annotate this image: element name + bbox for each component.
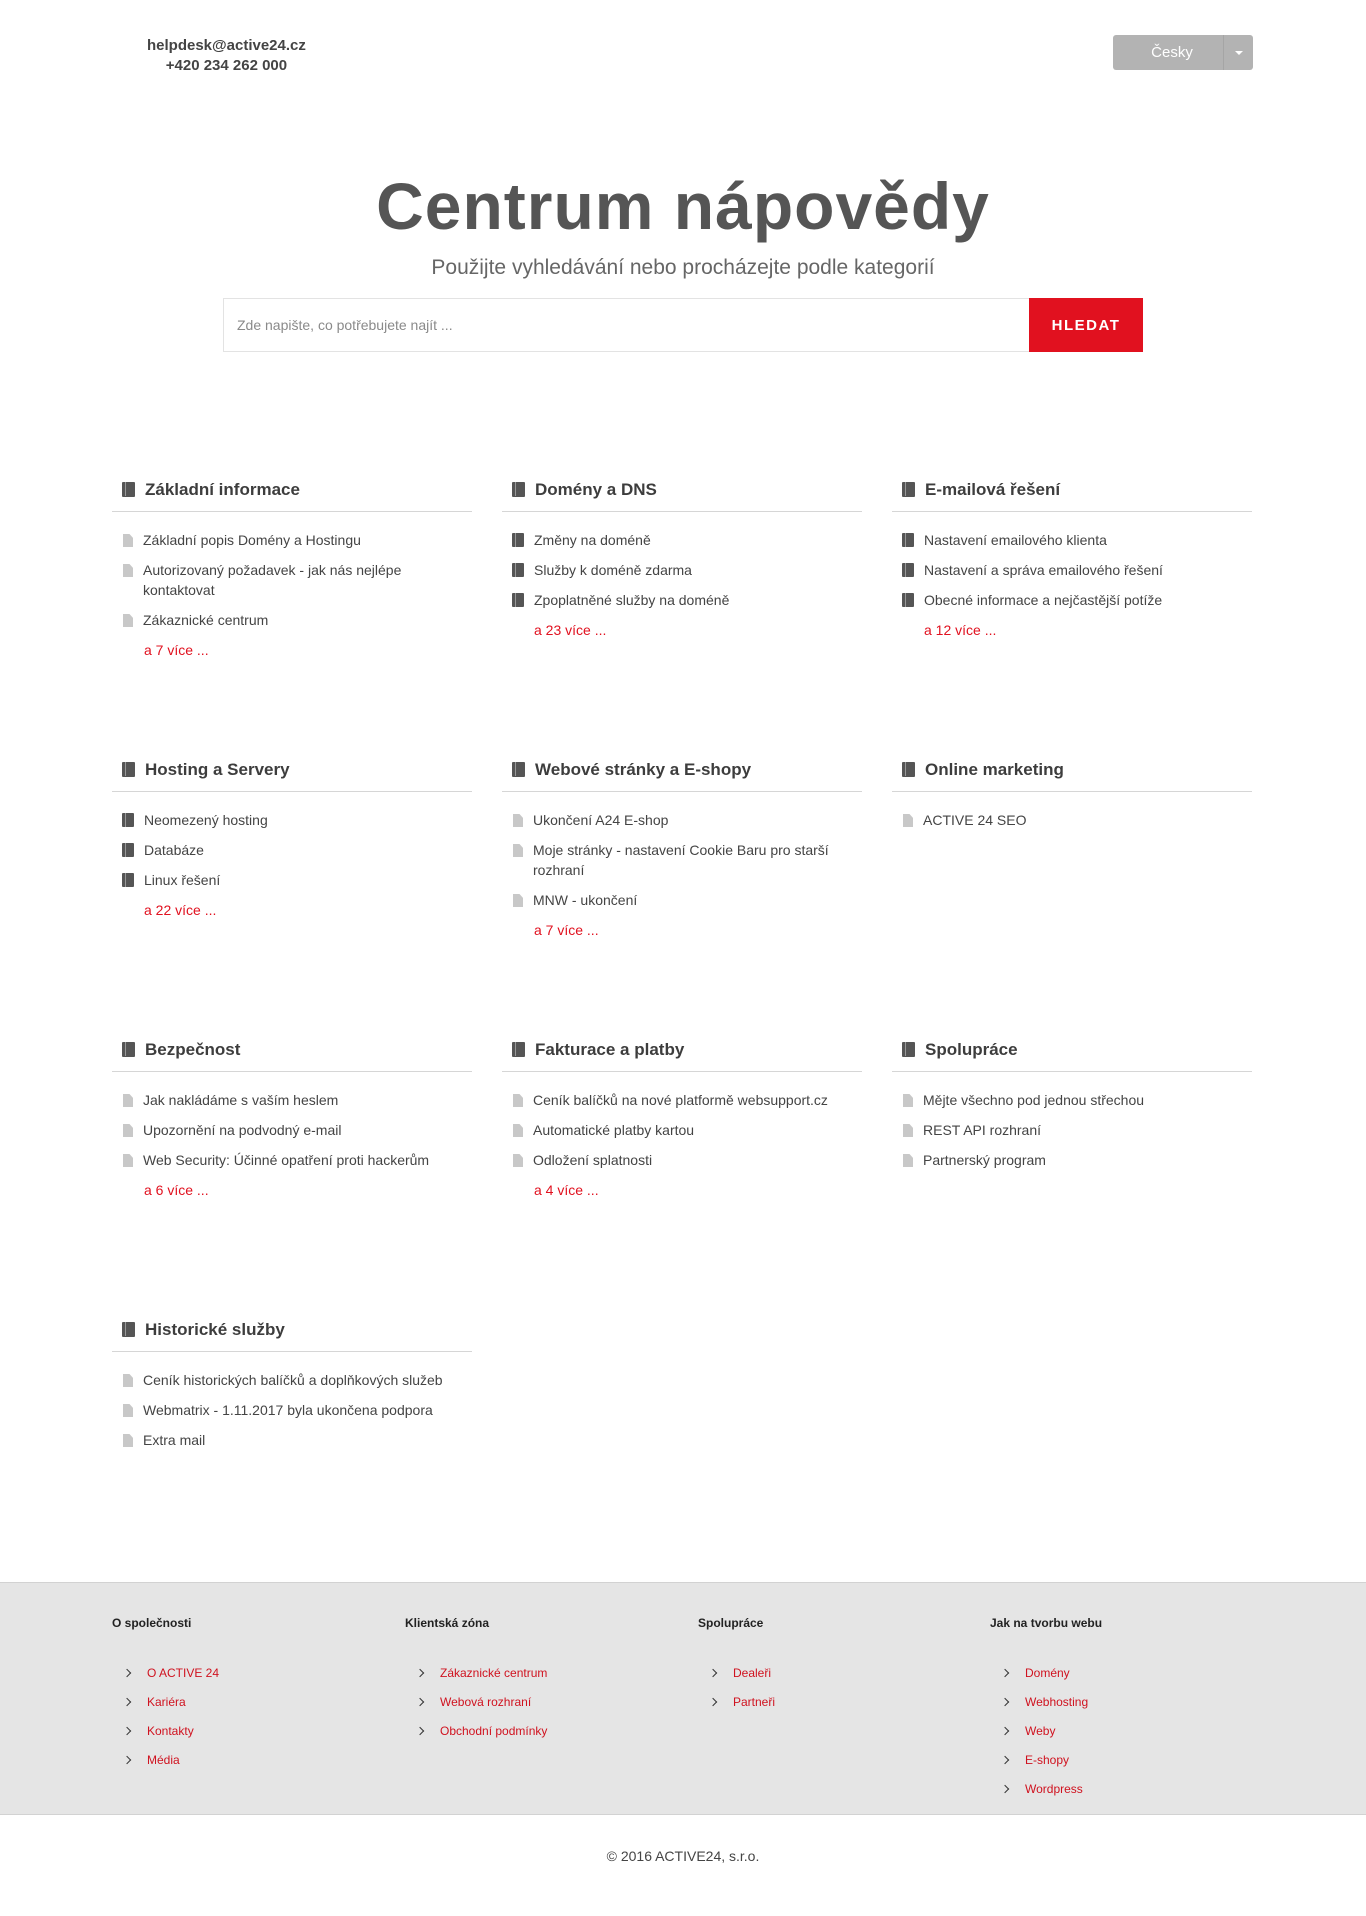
dropdown-toggle[interactable] [1223,35,1253,70]
footer-link-label[interactable]: Webhosting [1025,1694,1089,1709]
chevron-right-icon [1001,1784,1009,1792]
book-icon [902,533,914,547]
search-form [223,298,1143,352]
category-header[interactable] [112,750,472,792]
category-list [502,792,862,916]
category-item[interactable] [892,556,1252,586]
book-icon [122,873,134,887]
category-item-label[interactable]: MNW - ukončení [533,892,638,908]
category-item[interactable] [112,1426,472,1456]
category-title[interactable]: Spolupráce [925,1039,1018,1059]
category-block [892,470,1252,640]
document-icon [513,814,523,827]
category-title[interactable]: Domény a DNS [535,479,657,499]
category-item-label[interactable]: Zákaznické centrum [143,612,269,628]
book-icon [122,843,134,857]
category-item-label[interactable]: Automatické platby kartou [533,1122,695,1138]
footer-column-title: Jak na tvorbu webu [990,1616,1103,1630]
footer-link[interactable] [990,1774,1250,1803]
category-item-label[interactable]: Služby k doméně zdarma [534,562,692,578]
category-item[interactable] [502,836,862,886]
helpdesk-email[interactable]: helpdesk@active24.cz [147,37,306,54]
category-item-label[interactable]: REST API rozhraní [923,1122,1042,1138]
footer-link[interactable] [990,1658,1250,1687]
chevron-right-icon [123,1755,131,1763]
more-link[interactable]: a 4 více ... [534,1182,599,1198]
footer-column [990,1616,1250,1803]
category-block [112,1310,472,1456]
category-title[interactable]: Bezpečnost [145,1039,241,1059]
footer-link-label[interactable]: Partneři [733,1694,776,1709]
book-icon [122,1322,135,1337]
category-header[interactable] [112,1310,472,1352]
book-icon [902,593,914,607]
category-block [112,1030,472,1200]
category-header[interactable] [502,1030,862,1072]
document-icon [123,1374,133,1387]
more-link[interactable]: a 6 více ... [144,1182,209,1198]
document-icon [123,1124,133,1137]
book-icon [512,1042,525,1057]
category-header[interactable] [112,1030,472,1072]
language-label: Česky [1151,44,1193,61]
category-header[interactable] [502,470,862,512]
category-list [112,1072,472,1176]
footer-link-label[interactable]: Obchodní podmínky [440,1723,548,1738]
footer-link-label[interactable]: Kariéra [147,1694,186,1709]
contact-info [147,36,306,76]
category-item-label[interactable]: Moje stránky - nastavení Cookie Baru pro starší rozhraní [533,842,829,878]
more-link[interactable]: a 23 více ... [534,622,607,638]
document-icon [513,1094,523,1107]
page-subtitle: Použijte vyhledávání nebo procházejte podle kategorií [431,256,935,279]
category-block [112,750,472,920]
more-link[interactable]: a 7 více ... [534,922,599,938]
category-item-label[interactable]: Nastavení a správa emailového řešení [924,562,1163,578]
footer-link[interactable] [112,1716,372,1745]
footer-column-title: Spolupráce [698,1616,764,1630]
category-item[interactable] [112,606,472,636]
category-item-label[interactable]: Linux řešení [144,872,221,888]
footer [0,1582,1366,1815]
document-icon [123,534,133,547]
category-item-label[interactable]: Ceník balíčků na nové platformě websupport.cz [533,1092,828,1108]
document-icon [123,1154,133,1167]
category-title[interactable]: E-mailová řešení [925,479,1061,499]
category-block [502,1030,862,1200]
category-item[interactable] [112,866,472,896]
footer-link-list [698,1636,958,1716]
chevron-right-icon [123,1697,131,1705]
category-block [112,470,472,660]
category-item-label[interactable]: Upozornění na podvodný e-mail [143,1122,342,1138]
book-icon [122,813,134,827]
category-item[interactable] [112,526,472,556]
category-item[interactable] [502,1146,862,1176]
book-icon [902,1042,915,1057]
footer-column-title: Klientská zóna [405,1616,490,1630]
category-header[interactable] [112,470,472,512]
category-item-label[interactable]: Databáze [144,842,204,858]
footer-link[interactable] [405,1687,665,1716]
category-title[interactable]: Historické služby [145,1319,285,1339]
document-icon [513,894,523,907]
category-item-label[interactable]: Odložení splatnosti [533,1152,653,1168]
footer-column [112,1616,372,1774]
book-icon [122,482,135,497]
category-item-label[interactable]: Základní popis Domény a Hostingu [143,532,361,548]
category-header[interactable] [502,750,862,792]
footer-column [405,1616,665,1745]
category-title[interactable]: Základní informace [145,479,300,499]
chevron-right-icon [1001,1697,1009,1705]
category-item[interactable] [112,1366,472,1396]
category-item-label[interactable]: Autorizovaný požadavek - jak nás nejlépe kontaktovat [143,562,402,598]
document-icon [123,1404,133,1417]
category-item-label[interactable]: Ukončení A24 E-shop [533,812,669,828]
category-item[interactable] [892,586,1252,616]
book-icon [512,533,524,547]
footer-link-list [112,1636,372,1774]
category-item[interactable] [892,1086,1252,1116]
book-icon [902,482,915,497]
book-icon [512,762,525,777]
document-icon [123,614,133,627]
document-icon [513,1124,523,1137]
chevron-right-icon [1001,1755,1009,1763]
chevron-right-icon [123,1726,131,1734]
caret-down-icon [1235,51,1243,55]
footer-link-label[interactable]: Domény [1025,1665,1070,1680]
more-link[interactable]: a 12 více ... [924,622,997,638]
category-title[interactable]: Fakturace a platby [535,1039,685,1059]
category-item-label[interactable]: Jak nakládáme s vaším heslem [143,1092,339,1108]
chevron-right-icon [123,1668,131,1676]
category-item-label[interactable]: ACTIVE 24 SEO [923,812,1027,828]
footer-link[interactable] [112,1658,372,1687]
chevron-right-icon [1001,1668,1009,1676]
document-icon [903,1154,913,1167]
category-item[interactable] [502,1086,862,1116]
chevron-right-icon [709,1668,717,1676]
footer-link-label[interactable]: Webová rozhraní [440,1694,532,1709]
category-item[interactable] [502,586,862,616]
category-item-label[interactable]: Web Security: Účinné opatření proti hackerům [143,1152,430,1168]
category-item[interactable] [502,556,862,586]
category-list [502,512,862,616]
category-item-label[interactable]: Nastavení emailového klienta [924,532,1107,548]
category-item-label[interactable]: Obecné informace a nejčastější potíže [924,592,1163,608]
book-icon [512,593,524,607]
footer-link-label[interactable]: E-shopy [1025,1752,1070,1767]
document-icon [903,1124,913,1137]
document-icon [123,1434,133,1447]
document-icon [903,814,913,827]
footer-link-label[interactable]: Média [147,1752,180,1767]
footer-link-label[interactable]: O ACTIVE 24 [147,1665,220,1680]
document-icon [123,564,133,577]
category-item[interactable] [892,526,1252,556]
category-list [892,512,1252,616]
category-list [112,792,472,896]
category-item[interactable] [112,1116,472,1146]
footer-link[interactable] [698,1687,958,1716]
book-icon [512,482,525,497]
footer-link[interactable] [112,1687,372,1716]
document-icon [903,1094,913,1107]
chevron-right-icon [416,1697,424,1705]
book-icon [902,563,914,577]
footer-link[interactable] [990,1745,1250,1774]
category-header[interactable] [892,1030,1252,1072]
chevron-right-icon [416,1726,424,1734]
footer-link[interactable] [112,1745,372,1774]
footer-link-label[interactable]: Zákaznické centrum [440,1665,548,1680]
category-item-label[interactable]: Webmatrix - 1.11.2017 byla ukončena podpora [143,1402,433,1418]
footer-link[interactable] [698,1658,958,1687]
chevron-right-icon [416,1668,424,1676]
document-icon [123,1094,133,1107]
category-title[interactable]: Online marketing [925,759,1064,779]
more-link[interactable]: a 22 více ... [144,902,217,918]
category-item[interactable] [892,1146,1252,1176]
chevron-right-icon [709,1697,717,1705]
category-block [892,1030,1252,1176]
footer-link[interactable] [990,1716,1250,1745]
footer-link-label[interactable]: Wordpress [1025,1781,1083,1796]
category-item-label[interactable]: Ceník historických balíčků a doplňkových služeb [143,1372,443,1388]
category-item[interactable] [112,836,472,866]
category-item[interactable] [502,526,862,556]
category-item[interactable] [112,1146,472,1176]
category-header[interactable] [892,750,1252,792]
copyright: © 2016 ACTIVE24, s.r.o. [606,1848,760,1864]
language-select[interactable] [1113,35,1253,70]
more-link[interactable]: a 7 více ... [144,642,209,658]
top-bar [0,0,1366,90]
category-header[interactable] [892,470,1252,512]
category-title[interactable]: Hosting a Servery [145,759,290,779]
category-item[interactable] [892,1116,1252,1146]
category-item[interactable] [112,1086,472,1116]
category-item[interactable] [112,1396,472,1426]
page-title: Centrum nápovědy [376,169,990,243]
category-title[interactable]: Webové stránky a E-shopy [535,759,752,779]
book-icon [902,762,915,777]
category-list [112,1352,472,1456]
category-item-label[interactable]: Neomezený hosting [144,812,268,828]
category-item-label[interactable]: Zpoplatněné služby na doméně [534,592,730,608]
category-item[interactable] [112,556,472,606]
footer-link-label[interactable]: Dealeři [733,1665,772,1680]
footer-link-list [990,1636,1250,1803]
chevron-right-icon [1001,1726,1009,1734]
search-input[interactable] [223,298,1029,352]
category-item-label[interactable]: Partnerský program [923,1152,1046,1168]
footer-link[interactable] [405,1716,665,1745]
category-list [502,1072,862,1176]
category-item[interactable] [892,806,1252,836]
footer-link-list [405,1636,665,1745]
category-item-label[interactable]: Mějte všechno pod jednou střechou [923,1092,1145,1108]
category-item-label[interactable]: Změny na doméně [534,532,651,548]
category-item[interactable] [502,806,862,836]
helpdesk-phone[interactable]: +420 234 262 000 [165,57,288,74]
book-icon [512,563,524,577]
category-list [892,792,1252,836]
footer-column-title: O společnosti [112,1616,192,1630]
footer-link-label[interactable]: Weby [1025,1723,1056,1738]
category-block [502,470,862,640]
category-item[interactable] [502,886,862,916]
book-icon [122,762,135,777]
category-item-label[interactable]: Extra mail [143,1432,206,1448]
footer-link[interactable] [405,1658,665,1687]
category-item[interactable] [502,1116,862,1146]
search-button[interactable]: HLEDAT [1029,298,1143,352]
document-icon [513,1154,523,1167]
category-list [892,1072,1252,1176]
book-icon [122,1042,135,1057]
document-icon [513,844,523,857]
footer-link-label[interactable]: Kontakty [147,1723,194,1738]
category-item[interactable] [112,806,472,836]
category-list [112,512,472,636]
footer-link[interactable] [990,1687,1250,1716]
category-block [892,750,1252,836]
footer-column [698,1616,958,1716]
category-block [502,750,862,940]
